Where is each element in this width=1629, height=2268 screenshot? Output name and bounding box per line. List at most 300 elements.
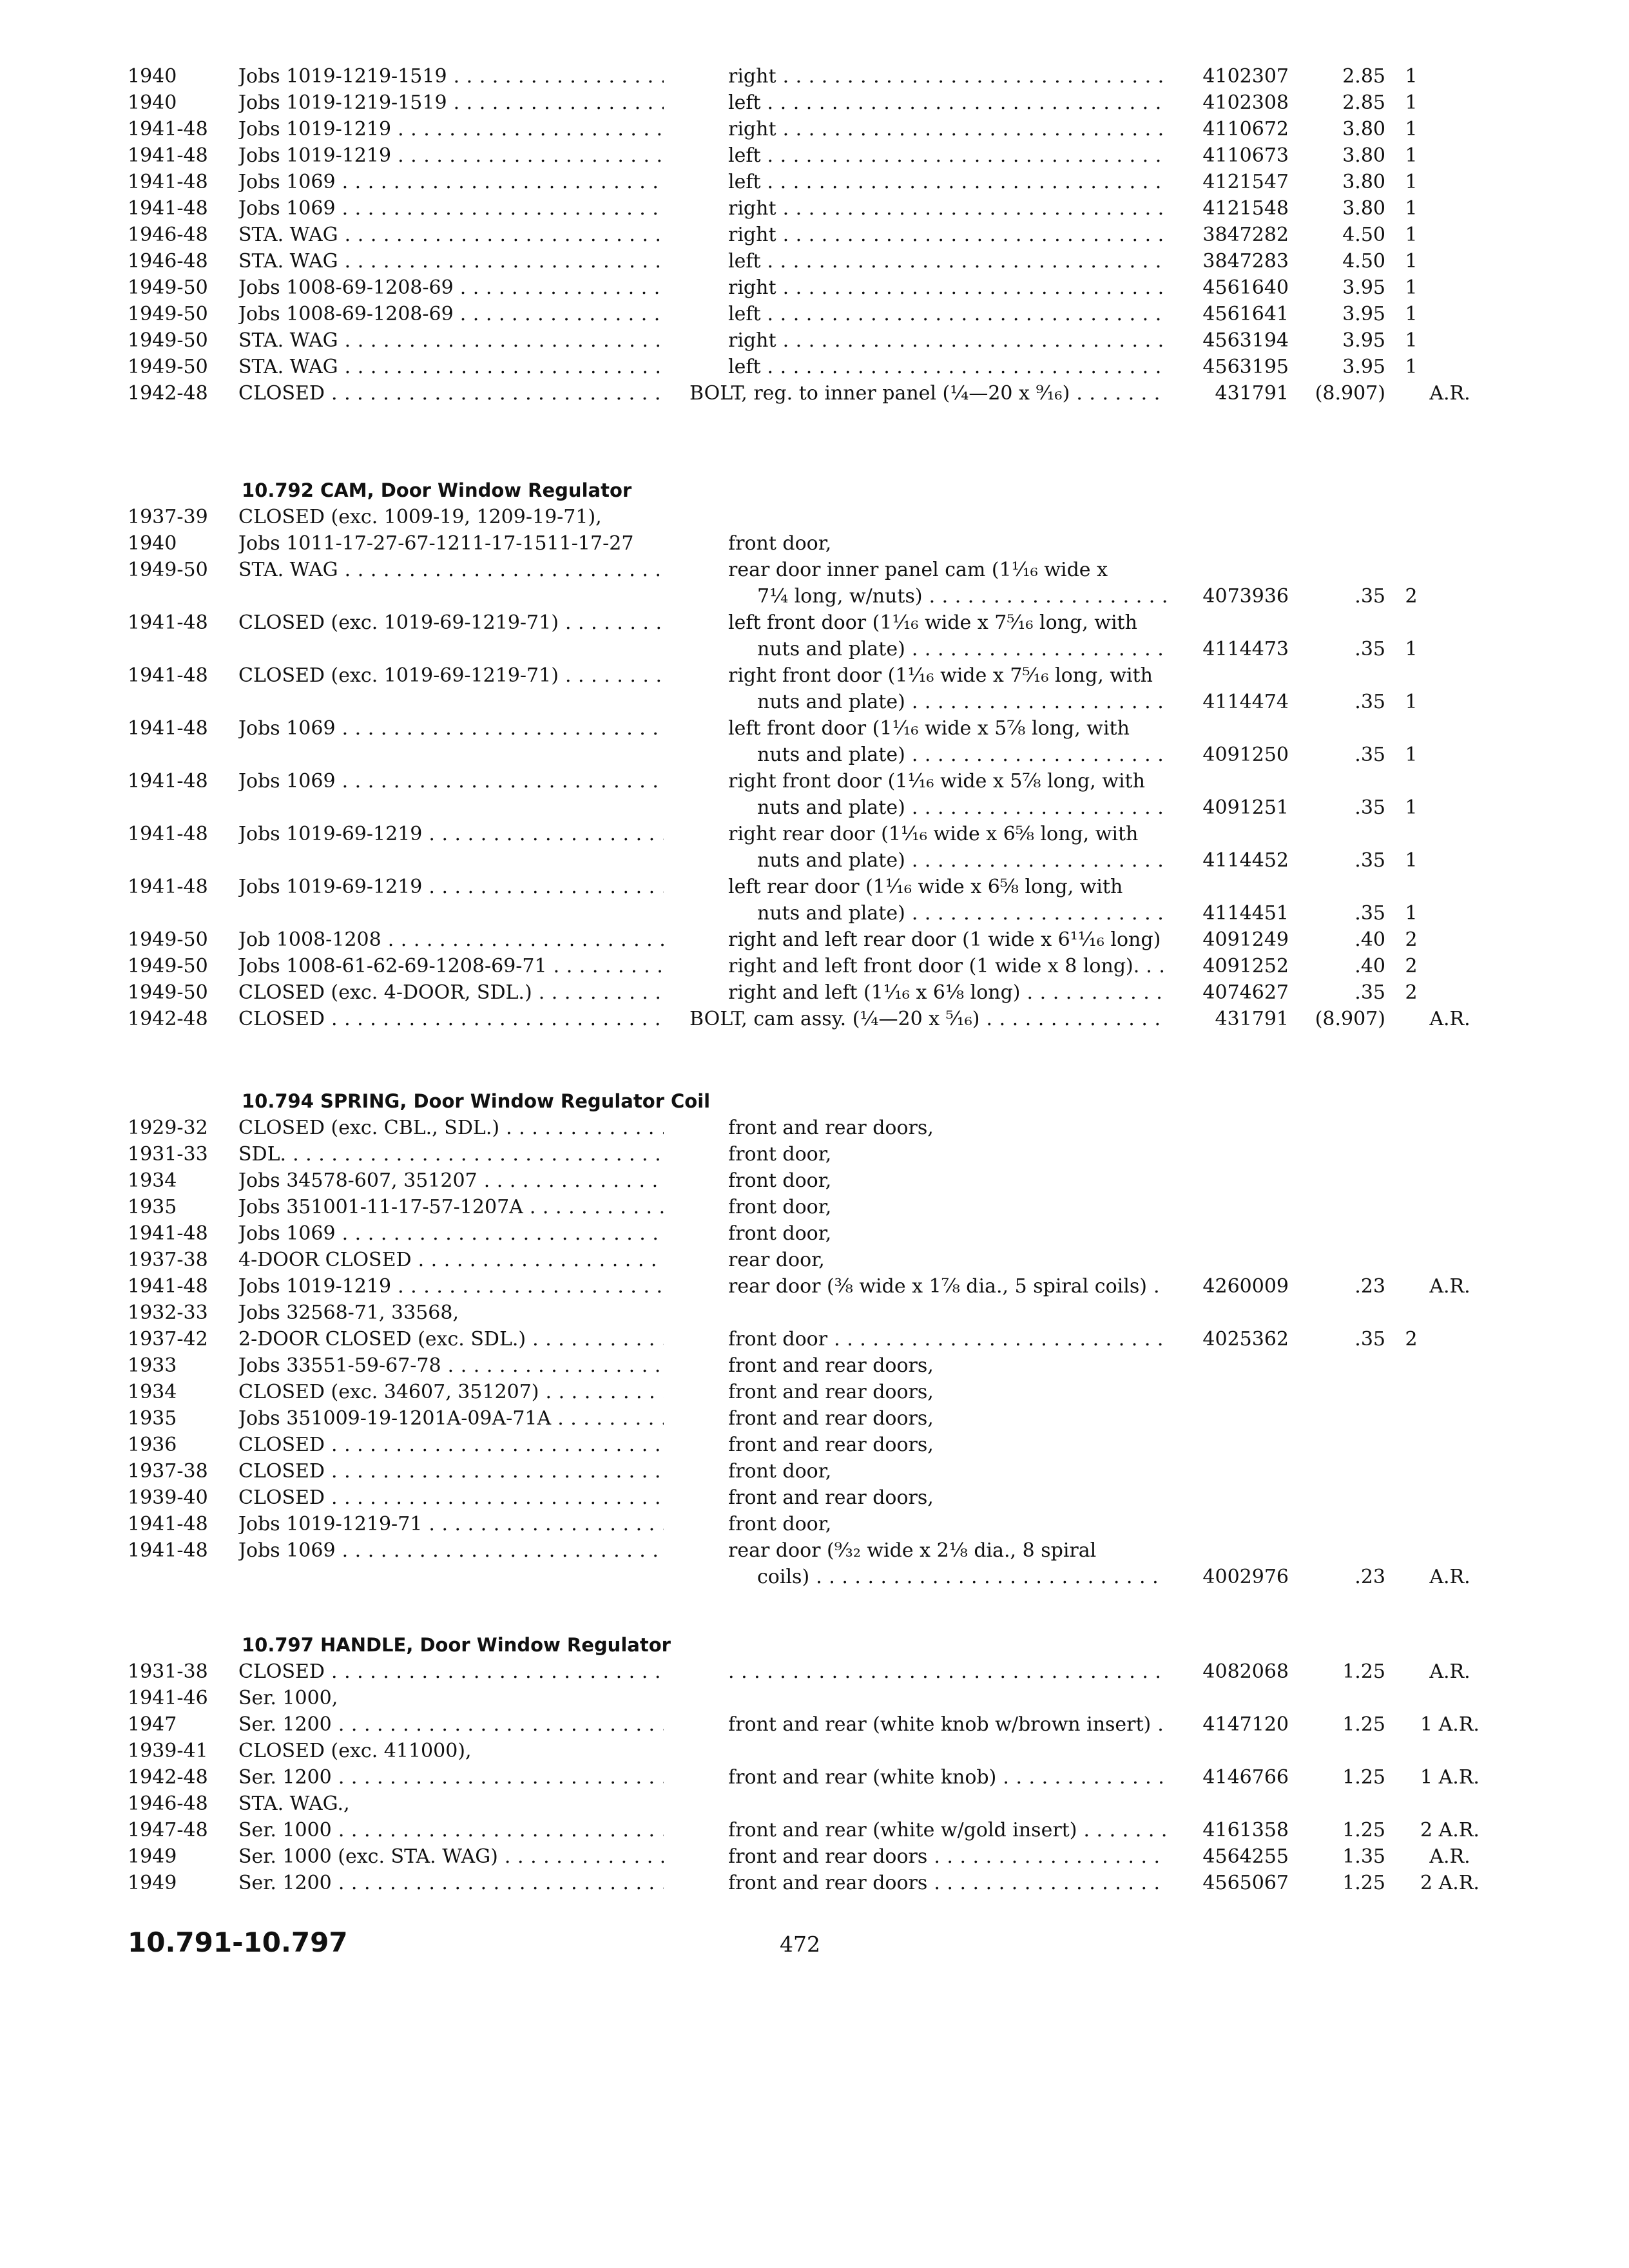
part-description bbox=[728, 1658, 1166, 1686]
job-numbers: Jobs 1069 . . . bbox=[238, 1537, 664, 1564]
quantity: 2 bbox=[1405, 1328, 1418, 1350]
job-numbers: Jobs 1019-69-1219 . . . bbox=[238, 874, 664, 901]
quantity: 2 bbox=[1405, 955, 1418, 977]
quantity: 1 bbox=[1405, 691, 1418, 713]
part-number: 4564255 bbox=[1202, 1845, 1289, 1868]
job-numbers: CLOSED (exc. 1009-19, 1209-19-71), bbox=[238, 506, 602, 528]
quantity: 1 bbox=[1405, 849, 1418, 872]
parts-row bbox=[0, 142, 1629, 169]
parts-row bbox=[0, 715, 1629, 742]
part-number: 4114473 bbox=[1202, 638, 1289, 660]
model-years: 1941-48 bbox=[128, 823, 208, 845]
model-years: 1941-48 bbox=[128, 1275, 208, 1298]
model-years: 1941-48 bbox=[128, 717, 208, 740]
part-description: right . . . bbox=[728, 63, 1166, 90]
model-years: 1940 bbox=[128, 91, 177, 114]
part-description: nuts and plate) . . . bbox=[757, 742, 1166, 769]
parts-row bbox=[0, 504, 1629, 531]
part-number: 4114451 bbox=[1202, 902, 1289, 925]
part-number: 4091249 bbox=[1202, 928, 1289, 951]
quantity: A.R. bbox=[1429, 1008, 1470, 1030]
part-number: 3847283 bbox=[1202, 250, 1289, 273]
model-years: 1949-50 bbox=[128, 303, 208, 325]
model-years: 1941-48 bbox=[128, 876, 208, 898]
part-description: front door, bbox=[728, 1513, 832, 1535]
model-years: 1932-33 bbox=[128, 1302, 208, 1324]
quantity: A.R. bbox=[1429, 1566, 1470, 1588]
model-years: 1947 bbox=[128, 1713, 177, 1736]
part-description: 7¼ long, w/nuts) . . . bbox=[757, 583, 1166, 610]
list-price: .23 bbox=[1354, 1275, 1385, 1298]
job-numbers: Jobs 1069 . . . bbox=[238, 768, 664, 795]
section-heading: 10.797 HANDLE, Door Window Regulator bbox=[242, 1634, 671, 1656]
list-price: .35 bbox=[1354, 849, 1385, 872]
quantity: 1 A.R. bbox=[1420, 1713, 1480, 1736]
job-numbers: Ser. 1000 . . . bbox=[238, 1817, 664, 1844]
part-description: left . . . bbox=[728, 169, 1166, 196]
model-years: 1949-50 bbox=[128, 276, 208, 299]
parts-row bbox=[0, 1485, 1629, 1512]
model-years: 1941-48 bbox=[128, 770, 208, 793]
model-years: 1942-48 bbox=[128, 382, 208, 405]
model-years: 1949 bbox=[128, 1845, 177, 1868]
part-description: right and left rear door (1 wide x 6¹¹⁄₁₆ long) . . . bbox=[728, 927, 1166, 954]
list-price: .40 bbox=[1354, 955, 1385, 977]
quantity: 2 A.R. bbox=[1420, 1819, 1480, 1841]
parts-row bbox=[0, 662, 1629, 689]
part-description: front and rear doors, bbox=[728, 1434, 934, 1456]
job-numbers: STA. WAG . . . bbox=[238, 327, 664, 354]
model-years: 1937-38 bbox=[128, 1249, 208, 1271]
model-years: 1934 bbox=[128, 1381, 177, 1403]
model-years: 1931-33 bbox=[128, 1143, 208, 1166]
quantity: 1 bbox=[1405, 744, 1418, 766]
part-description: right rear door (1¹⁄₁₆ wide x 6⅝ long, with bbox=[728, 823, 1139, 845]
part-description: right front door (1¹⁄₁₆ wide x 5⅞ long, with bbox=[728, 770, 1145, 793]
list-price: 3.95 bbox=[1342, 356, 1385, 378]
part-description: front door, bbox=[728, 1460, 832, 1483]
part-description: rear door, bbox=[728, 1249, 825, 1271]
part-description: front and rear doors . . . bbox=[728, 1843, 1166, 1870]
part-number: 4121548 bbox=[1202, 197, 1289, 220]
parts-row bbox=[0, 63, 1629, 90]
part-description: BOLT, reg. to inner panel (¼—20 x ⁹⁄₁₆) . . . bbox=[689, 380, 1166, 407]
part-description: front and rear doors, bbox=[728, 1486, 934, 1509]
part-number: 4563194 bbox=[1202, 329, 1289, 352]
job-numbers: CLOSED (exc. 4-DOOR, SDL.) . . . bbox=[238, 979, 664, 1006]
job-numbers: Ser. 1200 . . . bbox=[238, 1764, 664, 1791]
parts-row bbox=[0, 768, 1629, 795]
parts-row bbox=[0, 1326, 1629, 1353]
part-number: 4561640 bbox=[1202, 276, 1289, 299]
model-years: 1933 bbox=[128, 1354, 177, 1377]
list-price: 2.85 bbox=[1342, 65, 1385, 88]
model-years: 1941-46 bbox=[128, 1687, 208, 1709]
part-number: 4563195 bbox=[1202, 356, 1289, 378]
part-number: 4161358 bbox=[1202, 1819, 1289, 1841]
job-numbers: Jobs 1069 . . . bbox=[238, 195, 664, 222]
part-description: front and rear doors, bbox=[728, 1381, 934, 1403]
job-numbers: Ser. 1200 . . . bbox=[238, 1870, 664, 1897]
part-number: 4147120 bbox=[1202, 1713, 1289, 1736]
parts-row bbox=[0, 557, 1629, 584]
job-numbers: STA. WAG., bbox=[238, 1792, 350, 1815]
job-numbers: CLOSED (exc. 34607, 351207) . . . bbox=[238, 1379, 664, 1406]
parts-row bbox=[0, 1537, 1629, 1564]
parts-row bbox=[0, 1458, 1629, 1485]
job-numbers: CLOSED (exc. CBL., SDL.) . . . bbox=[238, 1115, 664, 1142]
part-description: left . . . bbox=[728, 301, 1166, 328]
model-years: 1935 bbox=[128, 1196, 177, 1218]
parts-row bbox=[0, 1432, 1629, 1459]
part-number: 3847282 bbox=[1202, 224, 1289, 246]
job-numbers: Ser. 1000 (exc. STA. WAG) . . . bbox=[238, 1843, 664, 1870]
part-number: 431791 bbox=[1215, 1008, 1289, 1030]
list-price: 3.95 bbox=[1342, 276, 1385, 299]
part-description: coils) . . . bbox=[757, 1564, 1166, 1591]
model-years: 1941-48 bbox=[128, 197, 208, 220]
model-years: 1947-48 bbox=[128, 1819, 208, 1841]
job-numbers: CLOSED . . . bbox=[238, 1658, 664, 1686]
part-number: 4565067 bbox=[1202, 1872, 1289, 1894]
parts-row bbox=[0, 874, 1629, 901]
job-numbers: Jobs 32568-71, 33568, bbox=[238, 1302, 459, 1324]
job-numbers: 4-DOOR CLOSED . . . bbox=[238, 1247, 664, 1274]
list-price: .35 bbox=[1354, 981, 1385, 1004]
list-price: 1.25 bbox=[1342, 1819, 1385, 1841]
quantity: A.R. bbox=[1429, 1845, 1470, 1868]
part-description: nuts and plate) . . . bbox=[757, 689, 1166, 716]
parts-row bbox=[0, 1379, 1629, 1406]
parts-row bbox=[0, 1658, 1629, 1686]
list-price: 1.25 bbox=[1342, 1713, 1385, 1736]
model-years: 1942-48 bbox=[128, 1008, 208, 1030]
parts-row bbox=[0, 1564, 1629, 1591]
parts-row bbox=[0, 1817, 1629, 1844]
quantity: 1 bbox=[1405, 118, 1418, 140]
part-number: 4002976 bbox=[1202, 1566, 1289, 1588]
part-description: left . . . bbox=[728, 354, 1166, 381]
quantity: 1 bbox=[1405, 303, 1418, 325]
parts-row bbox=[0, 1511, 1629, 1538]
job-numbers: Jobs 1008-61-62-69-1208-69-71 . . . bbox=[238, 953, 664, 980]
model-years: 1941-48 bbox=[128, 1222, 208, 1245]
parts-row bbox=[0, 1006, 1629, 1033]
part-number: 4146766 bbox=[1202, 1766, 1289, 1789]
model-years: 1949-50 bbox=[128, 559, 208, 581]
model-years: 1937-42 bbox=[128, 1328, 208, 1350]
part-description: right . . . bbox=[728, 222, 1166, 249]
part-description: right . . . bbox=[728, 195, 1166, 222]
parts-row bbox=[0, 1738, 1629, 1765]
model-years: 1934 bbox=[128, 1169, 177, 1192]
quantity: 1 bbox=[1405, 197, 1418, 220]
model-years: 1929-32 bbox=[128, 1117, 208, 1139]
parts-row bbox=[0, 1247, 1629, 1274]
list-price: (8.907) bbox=[1315, 382, 1385, 405]
part-description: nuts and plate) . . . bbox=[757, 900, 1166, 927]
parts-row bbox=[0, 380, 1629, 407]
quantity: 1 bbox=[1405, 356, 1418, 378]
job-numbers: 2-DOOR CLOSED (exc. SDL.) . . . bbox=[238, 1326, 664, 1353]
parts-row bbox=[0, 169, 1629, 196]
list-price: 2.85 bbox=[1342, 91, 1385, 114]
job-numbers: Jobs 1019-1219-1519 . . . bbox=[238, 90, 664, 117]
job-numbers: Jobs 1011-17-27-67-1211-17-1511-17-27 bbox=[238, 532, 634, 555]
parts-row bbox=[0, 979, 1629, 1006]
model-years: 1941-48 bbox=[128, 118, 208, 140]
job-numbers: Jobs 351009-19-1201A-09A-71A . . . bbox=[238, 1405, 664, 1432]
job-numbers: CLOSED . . . bbox=[238, 380, 664, 407]
list-price: 3.80 bbox=[1342, 144, 1385, 167]
part-number: 4082068 bbox=[1202, 1660, 1289, 1683]
model-years: 1949-50 bbox=[128, 928, 208, 951]
job-numbers: Jobs 1019-1219-1519 . . . bbox=[238, 63, 664, 90]
list-price: .35 bbox=[1354, 1328, 1385, 1350]
part-description: right . . . bbox=[728, 274, 1166, 302]
job-numbers: Jobs 1008-69-1208-69 . . . bbox=[238, 301, 664, 328]
part-number: 4561641 bbox=[1202, 303, 1289, 325]
quantity: 1 bbox=[1405, 144, 1418, 167]
part-number: 4091251 bbox=[1202, 796, 1289, 819]
parts-row bbox=[0, 327, 1629, 354]
page-number: 472 bbox=[780, 1932, 820, 1957]
quantity: 1 bbox=[1405, 91, 1418, 114]
model-years: 1942-48 bbox=[128, 1766, 208, 1789]
model-years: 1949-50 bbox=[128, 981, 208, 1004]
part-number: 431791 bbox=[1215, 382, 1289, 405]
parts-row bbox=[0, 1194, 1629, 1221]
parts-row bbox=[0, 1168, 1629, 1195]
part-description: right . . . bbox=[728, 116, 1166, 143]
parts-row bbox=[0, 1352, 1629, 1379]
quantity: A.R. bbox=[1429, 382, 1470, 405]
list-price: .35 bbox=[1354, 691, 1385, 713]
list-price: 3.95 bbox=[1342, 329, 1385, 352]
parts-row bbox=[0, 927, 1629, 954]
job-numbers: Jobs 1019-1219 . . . bbox=[238, 1273, 664, 1300]
parts-row bbox=[0, 1764, 1629, 1791]
part-description: right and left (1¹⁄₁₆ x 6⅛ long) . . . bbox=[728, 979, 1166, 1006]
parts-row bbox=[0, 1220, 1629, 1247]
part-description: nuts and plate) . . . bbox=[757, 847, 1166, 874]
parts-row bbox=[0, 1711, 1629, 1738]
quantity: 1 bbox=[1405, 250, 1418, 273]
model-years: 1941-48 bbox=[128, 144, 208, 167]
part-number: 4091252 bbox=[1202, 955, 1289, 977]
quantity: 2 A.R. bbox=[1420, 1872, 1480, 1894]
parts-row bbox=[0, 248, 1629, 275]
quantity: 1 bbox=[1405, 638, 1418, 660]
part-description: front and rear (white knob w/brown insert) . . . bbox=[728, 1711, 1166, 1738]
part-number: 4121547 bbox=[1202, 171, 1289, 193]
part-description: front and rear doors, bbox=[728, 1117, 934, 1139]
parts-row bbox=[0, 1685, 1629, 1712]
list-price: 1.25 bbox=[1342, 1872, 1385, 1894]
parts-row bbox=[0, 116, 1629, 143]
quantity: A.R. bbox=[1429, 1275, 1470, 1298]
model-years: 1946-48 bbox=[128, 250, 208, 273]
quantity: 2 bbox=[1405, 981, 1418, 1004]
part-number: 4091250 bbox=[1202, 744, 1289, 766]
model-years: 1935 bbox=[128, 1407, 177, 1430]
list-price: (8.907) bbox=[1315, 1008, 1385, 1030]
job-numbers: Jobs 1019-1219-71 . . . bbox=[238, 1511, 664, 1538]
job-numbers: Jobs 33551-59-67-78 . . . bbox=[238, 1352, 664, 1379]
model-years: 1946-48 bbox=[128, 224, 208, 246]
list-price: .40 bbox=[1354, 928, 1385, 951]
part-description: rear door inner panel cam (1¹⁄₁₆ wide x bbox=[728, 559, 1108, 581]
parts-row bbox=[0, 583, 1629, 610]
quantity: 1 bbox=[1405, 65, 1418, 88]
list-price: 3.95 bbox=[1342, 303, 1385, 325]
part-description: right and left front door (1 wide x 8 long). . . . bbox=[728, 953, 1166, 980]
job-numbers: CLOSED . . . bbox=[238, 1432, 664, 1459]
job-numbers: CLOSED . . . bbox=[238, 1458, 664, 1485]
quantity: 1 bbox=[1405, 902, 1418, 925]
job-numbers: CLOSED (exc. 1019-69-1219-71) . . . bbox=[238, 610, 664, 637]
list-price: 4.50 bbox=[1342, 250, 1385, 273]
model-years: 1949-50 bbox=[128, 329, 208, 352]
part-description: left . . . bbox=[728, 142, 1166, 169]
page-section-range: 10.791-10.797 bbox=[128, 1927, 348, 1958]
parts-row bbox=[0, 1405, 1629, 1432]
quantity: A.R. bbox=[1429, 1660, 1470, 1683]
parts-row bbox=[0, 1300, 1629, 1327]
parts-row bbox=[0, 689, 1629, 716]
part-description: right front door (1¹⁄₁₆ wide x 7⁵⁄₁₆ long, with bbox=[728, 664, 1153, 687]
quantity: 1 A.R. bbox=[1420, 1766, 1480, 1789]
parts-row bbox=[0, 610, 1629, 637]
part-description: front door, bbox=[728, 1196, 832, 1218]
model-years: 1949-50 bbox=[128, 955, 208, 977]
parts-row bbox=[0, 1843, 1629, 1870]
section-heading: 10.794 SPRING, Door Window Regulator Coil bbox=[242, 1090, 711, 1112]
part-number: 4102308 bbox=[1202, 91, 1289, 114]
job-numbers: CLOSED (exc. 1019-69-1219-71) . . . bbox=[238, 662, 664, 689]
model-years: 1946-48 bbox=[128, 1792, 208, 1815]
quantity: 2 bbox=[1405, 928, 1418, 951]
part-description: left front door (1¹⁄₁₆ wide x 7⁵⁄₁₆ long, with bbox=[728, 611, 1137, 634]
model-years: 1949-50 bbox=[128, 356, 208, 378]
job-numbers: STA. WAG . . . bbox=[238, 222, 664, 249]
model-years: 1949 bbox=[128, 1872, 177, 1894]
model-years: 1941-48 bbox=[128, 1539, 208, 1562]
part-description: left . . . bbox=[728, 90, 1166, 117]
part-number: 4110673 bbox=[1202, 144, 1289, 167]
job-numbers: Jobs 1069 . . . bbox=[238, 715, 664, 742]
job-numbers: Jobs 34578-607, 351207 . . . bbox=[238, 1168, 664, 1195]
parts-row bbox=[0, 1141, 1629, 1168]
part-number: 4114452 bbox=[1202, 849, 1289, 872]
model-years: 1941-48 bbox=[128, 664, 208, 687]
parts-row bbox=[0, 1791, 1629, 1818]
part-description: front and rear doors, bbox=[728, 1407, 934, 1430]
job-numbers: Jobs 1019-1219 . . . bbox=[238, 116, 664, 143]
parts-row bbox=[0, 1273, 1629, 1300]
model-years: 1939-41 bbox=[128, 1740, 208, 1762]
parts-row bbox=[0, 354, 1629, 381]
model-years: 1937-38 bbox=[128, 1460, 208, 1483]
parts-row bbox=[0, 794, 1629, 822]
job-numbers: Jobs 1019-1219 . . . bbox=[238, 142, 664, 169]
job-numbers: CLOSED . . . bbox=[238, 1006, 664, 1033]
parts-row bbox=[0, 1870, 1629, 1897]
part-description: front and rear (white w/gold insert) . . . bbox=[728, 1817, 1166, 1844]
list-price: 4.50 bbox=[1342, 224, 1385, 246]
part-description: nuts and plate) . . . bbox=[757, 636, 1166, 663]
parts-row bbox=[0, 821, 1629, 848]
part-number: 4102307 bbox=[1202, 65, 1289, 88]
part-description: front and rear doors, bbox=[728, 1354, 934, 1377]
part-description: rear door (⁹⁄₃₂ wide x 2⅛ dia., 8 spiral bbox=[728, 1539, 1097, 1562]
parts-row bbox=[0, 636, 1629, 663]
part-description: front door . . . bbox=[728, 1326, 1166, 1353]
model-years: 1931-38 bbox=[128, 1660, 208, 1683]
part-description: left front door (1¹⁄₁₆ wide x 5⅞ long, with bbox=[728, 717, 1130, 740]
job-numbers: Jobs 1019-69-1219 . . . bbox=[238, 821, 664, 848]
part-number: 4073936 bbox=[1202, 585, 1289, 608]
quantity: 2 bbox=[1405, 585, 1418, 608]
model-years: 1936 bbox=[128, 1434, 177, 1456]
quantity: 1 bbox=[1405, 796, 1418, 819]
job-numbers: CLOSED (exc. 411000), bbox=[238, 1740, 472, 1762]
job-numbers: STA. WAG . . . bbox=[238, 248, 664, 275]
list-price: 3.80 bbox=[1342, 197, 1385, 220]
section-heading: 10.792 CAM, Door Window Regulator bbox=[242, 479, 632, 501]
quantity: 1 bbox=[1405, 224, 1418, 246]
model-years: 1939-40 bbox=[128, 1486, 208, 1509]
model-years: 1940 bbox=[128, 65, 177, 88]
parts-row bbox=[0, 742, 1629, 769]
job-numbers: STA. WAG . . . bbox=[238, 354, 664, 381]
list-price: 1.25 bbox=[1342, 1766, 1385, 1789]
part-description: left . . . bbox=[728, 248, 1166, 275]
list-price: 3.80 bbox=[1342, 118, 1385, 140]
part-description: front and rear doors . . . bbox=[728, 1870, 1166, 1897]
job-numbers: STA. WAG . . . bbox=[238, 557, 664, 584]
list-price: .23 bbox=[1354, 1566, 1385, 1588]
part-description: nuts and plate) . . . bbox=[757, 794, 1166, 822]
part-number: 4114474 bbox=[1202, 691, 1289, 713]
part-number: 4110672 bbox=[1202, 118, 1289, 140]
part-description: front and rear (white knob) . . . bbox=[728, 1764, 1166, 1791]
job-numbers: Jobs 1069 . . . bbox=[238, 1220, 664, 1247]
parts-row bbox=[0, 301, 1629, 328]
list-price: .35 bbox=[1354, 585, 1385, 608]
part-description: front door, bbox=[728, 1169, 832, 1192]
list-price: .35 bbox=[1354, 902, 1385, 925]
part-description: rear door (⅜ wide x 1⅞ dia., 5 spiral coils) . . . bbox=[728, 1273, 1166, 1300]
part-description: front door, bbox=[728, 1143, 832, 1166]
parts-row bbox=[0, 847, 1629, 874]
quantity: 1 bbox=[1405, 329, 1418, 352]
list-price: 1.25 bbox=[1342, 1660, 1385, 1683]
parts-row bbox=[0, 195, 1629, 222]
part-description: right . . . bbox=[728, 327, 1166, 354]
part-number: 4260009 bbox=[1202, 1275, 1289, 1298]
parts-row bbox=[0, 900, 1629, 927]
part-description: left rear door (1¹⁄₁₆ wide x 6⅝ long, with bbox=[728, 876, 1123, 898]
parts-row bbox=[0, 274, 1629, 302]
model-years: 1941-48 bbox=[128, 611, 208, 634]
quantity: 1 bbox=[1405, 171, 1418, 193]
quantity: 1 bbox=[1405, 276, 1418, 299]
model-years: 1941-48 bbox=[128, 1513, 208, 1535]
job-numbers: Jobs 351001-11-17-57-1207A . . . bbox=[238, 1194, 664, 1221]
job-numbers: Jobs 1008-69-1208-69 . . . bbox=[238, 274, 664, 302]
parts-row bbox=[0, 1115, 1629, 1142]
